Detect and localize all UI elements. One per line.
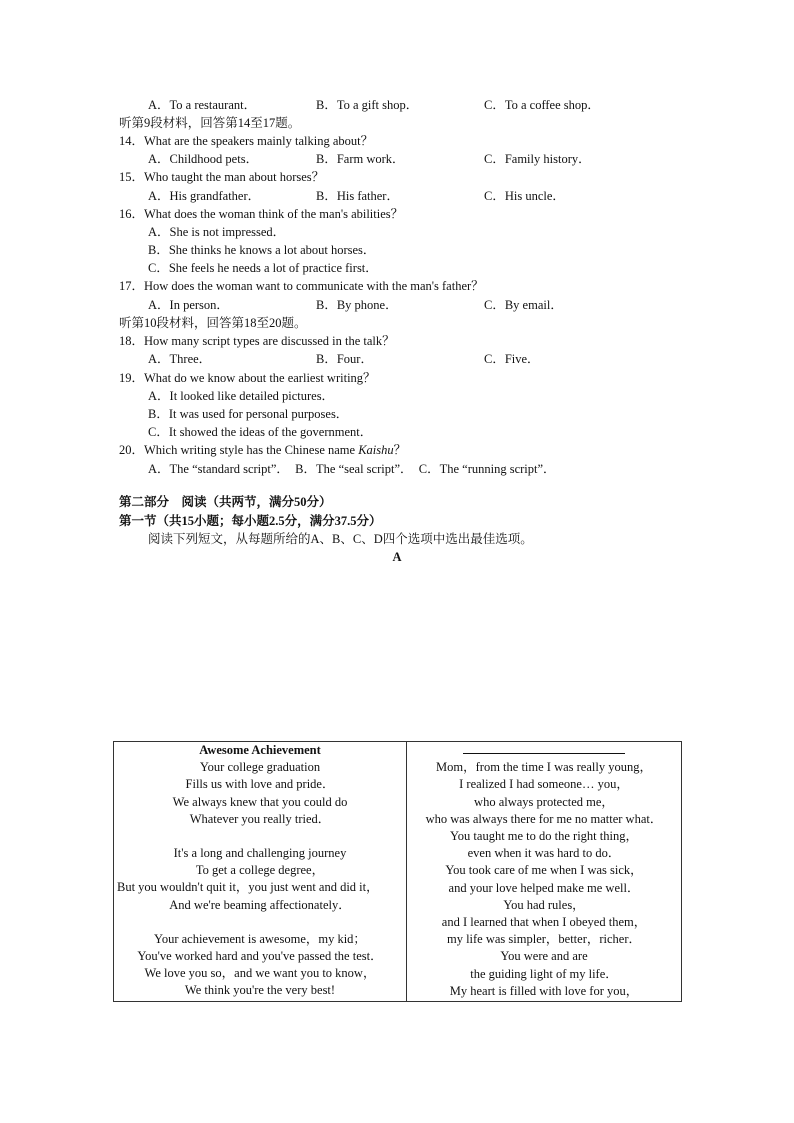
q16-option-a: A．She is not impressed． [148, 225, 286, 239]
poem-left-line: We think you're the very best! [184, 983, 336, 998]
q15-option-c: C．His uncle． [484, 189, 565, 203]
poem-right-line: and your love helped make me well． [448, 880, 640, 895]
reading-instruction: 阅读下列短文，从每题所给的A、B、C、D四个选项中选出最佳选项。 [148, 532, 533, 546]
poem-right-line: my life was simpler，better，richer． [446, 932, 642, 947]
poem-left-line: But you wouldn't quit it，you just went and did it， [117, 880, 379, 895]
q18-option-b: B．Four． [316, 352, 373, 366]
poem-right-cell [407, 742, 682, 1002]
section10-instruction: 听第10段材料，回答第18至20题。 [119, 316, 307, 330]
q19-option-c: C．It showed the ideas of the government． [148, 425, 373, 439]
q19-option-b: B．It was used for personal purposes． [148, 407, 349, 421]
poem-right-line: You had rules， [503, 897, 585, 912]
part2-title: 第二部分 阅读（共两节，满分50分） [119, 495, 332, 509]
poem-right-line: who was always there for me no matter what． [425, 811, 663, 826]
q17-option-b: B．By phone． [316, 298, 398, 312]
title-blank-line [463, 743, 625, 754]
poems-table [113, 741, 682, 1002]
q19-stem: 19．What do we know about the earliest writing？ [119, 371, 376, 385]
q18-option-a: A．Three． [148, 352, 212, 366]
q20-stem-suffix: ？ [393, 443, 407, 457]
poem-left-line: We always knew that you could do [172, 794, 348, 809]
stanza-gap [117, 828, 403, 845]
passage-label: A [392, 550, 402, 564]
q16-stem: 16．What does the woman think of the man's abilities？ [119, 207, 404, 221]
q15-option-b: B．His father． [316, 189, 399, 203]
poem-right-line: You taught me to do the right thing， [450, 829, 638, 844]
poem-left-line: Whatever you really tried． [189, 811, 331, 826]
q17-option-c: C．By email． [484, 298, 563, 312]
poem-left-title: Awesome Achievement [199, 743, 321, 757]
poem-right-line: the guiding light of my life． [470, 966, 618, 981]
section9-instruction: 听第9段材料，回答第14至17题。 [119, 116, 301, 130]
poem-left-line: Your achievement is awesome，my kid； [154, 931, 366, 946]
q13-option-b: B．To a gift shop． [316, 98, 419, 112]
poem-left-line: It's a long and challenging journey [173, 846, 347, 861]
q18-option-c: C．Five． [484, 352, 540, 366]
q17-option-a: A．In person． [148, 298, 229, 312]
q14-stem: 14．What are the speakers mainly talking about？ [119, 134, 374, 148]
poem-left-line: And we're beaming affectionately． [169, 897, 351, 912]
poem-left-line: You've worked hard and you've passed the test． [137, 949, 383, 964]
poem-left-line: Fills us with love and pride． [185, 777, 335, 792]
q14-option-c: C．Family history． [484, 152, 591, 166]
poem-right-line: You were and are [500, 949, 588, 964]
q15-option-a: A．His grandfather． [148, 189, 261, 203]
q13-option-a: A．To a restaurant． [148, 98, 257, 112]
q16-option-b: B．She thinks he knows a lot about horses． [148, 243, 376, 257]
q20-options: A．The “standard script”． B．The “seal script”． C．The “running script”． [148, 462, 556, 476]
q20-stem [119, 441, 406, 459]
poem-right-line: You took care of me when I was sick， [445, 863, 643, 878]
q16-option-c: C．She feels he needs a lot of practice first． [148, 261, 378, 275]
q20-stem-italic: Kaishu [358, 443, 394, 457]
q13-option-c: C．To a coffee shop． [484, 98, 600, 112]
poem-right-line: who always protected me， [474, 794, 614, 809]
q14-option-b: B．Farm work． [316, 152, 405, 166]
q18-stem: 18．How many script types are discussed in the talk？ [119, 334, 395, 348]
poem-right-line: Mom，from the time I was really young， [436, 760, 652, 775]
stanza-gap [117, 914, 403, 931]
poem-right-line: My heart is filled with love for you， [449, 983, 639, 998]
poem-right-line: I realized I had someone… you， [459, 777, 629, 792]
q17-stem: 17．How does the woman want to communicate with the man's father？ [119, 279, 484, 293]
poem-left-cell [114, 742, 407, 1002]
poem-right-line: even when it was hard to do． [467, 846, 621, 861]
poem-left-line: Your college graduation [199, 760, 321, 775]
q14-option-a: A．Childhood pets． [148, 152, 259, 166]
q19-option-a: A．It looked like detailed pictures． [148, 389, 335, 403]
q15-stem: 15．Who taught the man about horses？ [119, 170, 325, 184]
section1-title: 第一节（共15小题；每小题2.5分，满分37.5分） [119, 514, 382, 528]
poem-right-title-blank [410, 742, 678, 759]
poem-left-line: To get a college degree， [195, 863, 325, 878]
q20-stem-prefix: 20．Which writing style has the Chinese name [119, 443, 359, 457]
poem-right-line: and I learned that when I obeyed them， [441, 915, 647, 930]
poem-left-line: We love you so，and we want you to know， [144, 966, 376, 981]
